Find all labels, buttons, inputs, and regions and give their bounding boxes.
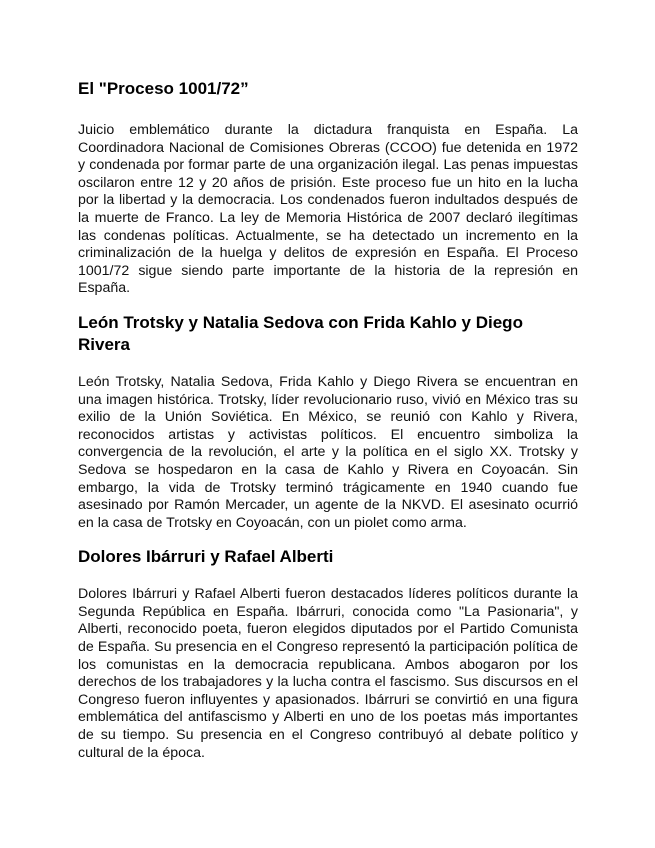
section-title-ibarruri-alberti: Dolores Ibárruri y Rafael Alberti: [78, 547, 334, 567]
section-body-trotsky-sedova-kahlo-rivera: León Trotsky, Natalia Sedova, Frida Kahlo y Diego Rivera se encuentran en una imagen histórica. Trotsky, líder revolucionario ruso, vivió en México tras su exilio de la Unión Soviética. En México, se reunió con Kahlo y Rivera, reconocidos artistas y activistas políticos. El encuentro simboliza la convergencia de la revolución, el arte y la política en el siglo XX. Trotsky y Sedova se hospedaron en la casa de Kahlo y Rivera en Coyoacán. Sin embargo, la vida de Trotsky terminó trágicamente en 1940 cuando fue asesinado por Ramón Mercader, un agente de la NKVD. El asesinato ocurrió en la casa de Trotsky en Coyoacán, con un piolet como arma.: [78, 373, 578, 531]
section-body-ibarruri-alberti: Dolores Ibárruri y Rafael Alberti fueron destacados líderes políticos durante la Segunda República en España. Ibárruri, conocida como "La Pasionaria", y Alberti, reconocido poeta, fueron elegidos diputados por el Partido Comunista de España. Su presencia en el Congreso representó la participación política de los comunistas en la democracia republicana. Ambos abogaron por los derechos de los trabajadores y la lucha contra el fascismo. Sus discursos en el Congreso fueron influyentes y apasionados. Ibárruri se convirtió en una figura emblemática del antifascismo y Alberti en uno de los poetas más importantes de su tiempo. Su presencia en el Congreso contribuyó al debate político y cultural de la época.: [78, 586, 578, 761]
section-title-proceso-1001: El "Proceso 1001/72”: [78, 79, 249, 98]
document-page: [78, 78, 578, 762]
section-body-proceso-1001: Juicio emblemático durante la dictadura franquista en España. La Coordinadora Nacional de Comisiones Obreras (CCOO) fue detenida en 1972 y condenada por formar parte de una organización ilegal. Las penas impuestas oscilaron entre 12 y 20 años de prisión. Este proceso fue un hito en la lucha por la libertad y la democracia. Los condenados fueron indultados después de la muerte de Franco. La ley de Memoria Histórica de 2007 declaró ilegítimas las condenas políticas. Actualmente, se ha detectado un incremento en la criminalización de la huelga y delitos de expresión en España. El Proceso 1001/72 sigue siendo parte importante de la historia de la represión en España.: [78, 122, 578, 297]
section-title-trotsky-sedova-kahlo-rivera: León Trotsky y Natalia Sedova con Frida Kahlo y Diego Rivera: [78, 312, 523, 354]
